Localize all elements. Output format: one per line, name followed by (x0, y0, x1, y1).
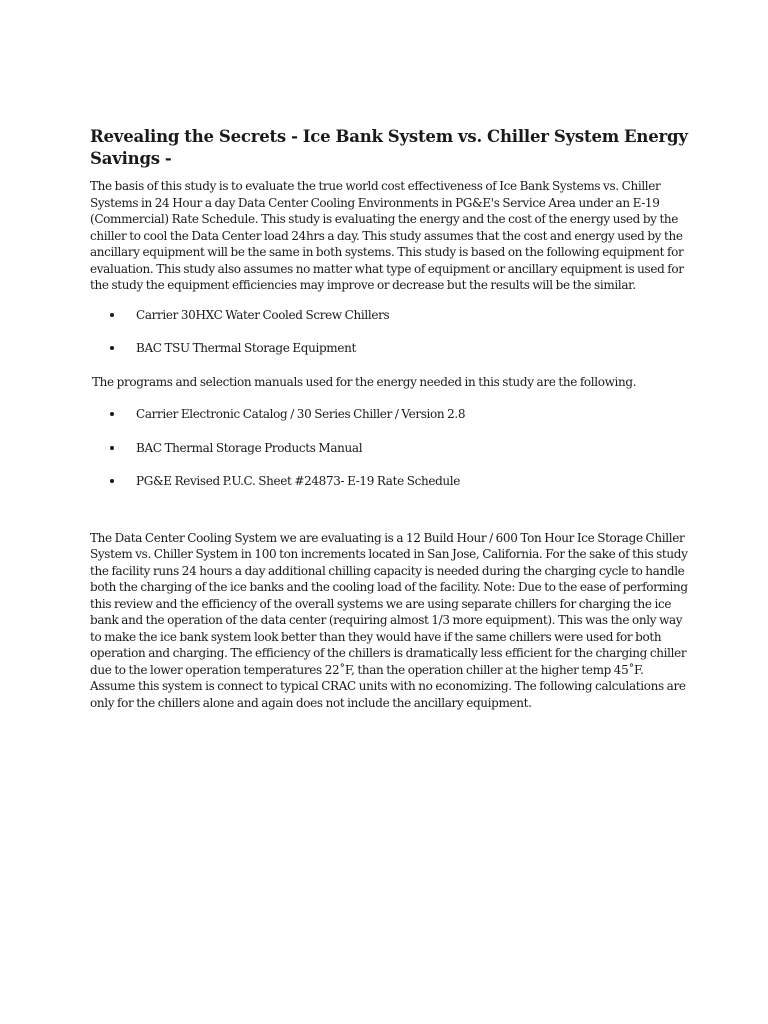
bullet-icon (110, 479, 114, 483)
list-item-text: Carrier 30HXC Water Cooled Screw Chillers (136, 307, 390, 322)
bullet-icon (110, 412, 114, 416)
equipment-list (90, 307, 690, 357)
bullet-icon (110, 346, 114, 350)
list-item (90, 307, 690, 324)
list-item-text: BAC Thermal Storage Products Manual (136, 440, 363, 455)
programs-list (90, 406, 690, 490)
bullet-icon (110, 446, 114, 450)
document-title: Revealing the Secrets - Ice Bank System vs. Chiller System Energy Savings - (90, 127, 688, 168)
list-item-text: BAC TSU Thermal Storage Equipment (136, 341, 356, 355)
document-page (90, 126, 690, 711)
intro-paragraph: The basis of this study is to evaluate the true world cost effectiveness of Ice Bank Systems vs. Chiller Systems in 24 Hour a day Data Center Cooling Environments in PG&E's Service Area under an E-19 (Commercial) Rate Schedule. This study is evaluating the energy and the cost of the energy used by the chiller to cool the Data Center load 24hrs a day. This study assumes that the cost and energy used by the ancillary equipment will be the same in both systems. This study is based on the following equipment for evaluation. This study also assumes no matter what type of equipment or ancillary equipment is used for the study the equipment efficiencies may improve or decrease but the results will be the similar. (90, 179, 684, 292)
body-paragraph: The Data Center Cooling System we are evaluating is a 12 Build Hour / 600 Ton Hour Ice Storage Chiller System vs. Chiller System in 100 ton increments located in San Jose, California. For the sake of this study the facility runs 24 hours a day additional chilling capacity is needed during the charging cycle to handle both the charging of the ice banks and the cooling load of the facility. Note: Due to the ease of performing this review and the efficiency of the overall systems we are using separate chillers for charging the ice bank and the operation of the data center (requiring almost 1/3 more equipment). This was the only way to make the ice bank system look better than they would have if the same chillers were used for both operation and charging. The efficiency of the chillers is dramatically less efficient for the charging chiller due to the lower operation temperatures 22˚F, than the operation chiller at the higher temp 45˚F. Assume this system is connect to typical CRAC units with no economizing. The following calculations are only for the chillers alone and again does not include the ancillary equipment. (90, 530, 688, 710)
programs-intro-paragraph: The programs and selection manuals used for the energy needed in this study are the following. (92, 374, 637, 389)
list-item-text: Carrier Electronic Catalog / 30 Series Chiller / Version 2.8 (136, 407, 466, 421)
list-item-text: PG&E Revised P.U.C. Sheet #24873- E-19 Rate Schedule (136, 474, 461, 488)
list-item (90, 340, 690, 357)
list-item (90, 406, 690, 423)
list-item (90, 440, 690, 457)
list-item (90, 473, 690, 490)
bullet-icon (110, 313, 114, 317)
